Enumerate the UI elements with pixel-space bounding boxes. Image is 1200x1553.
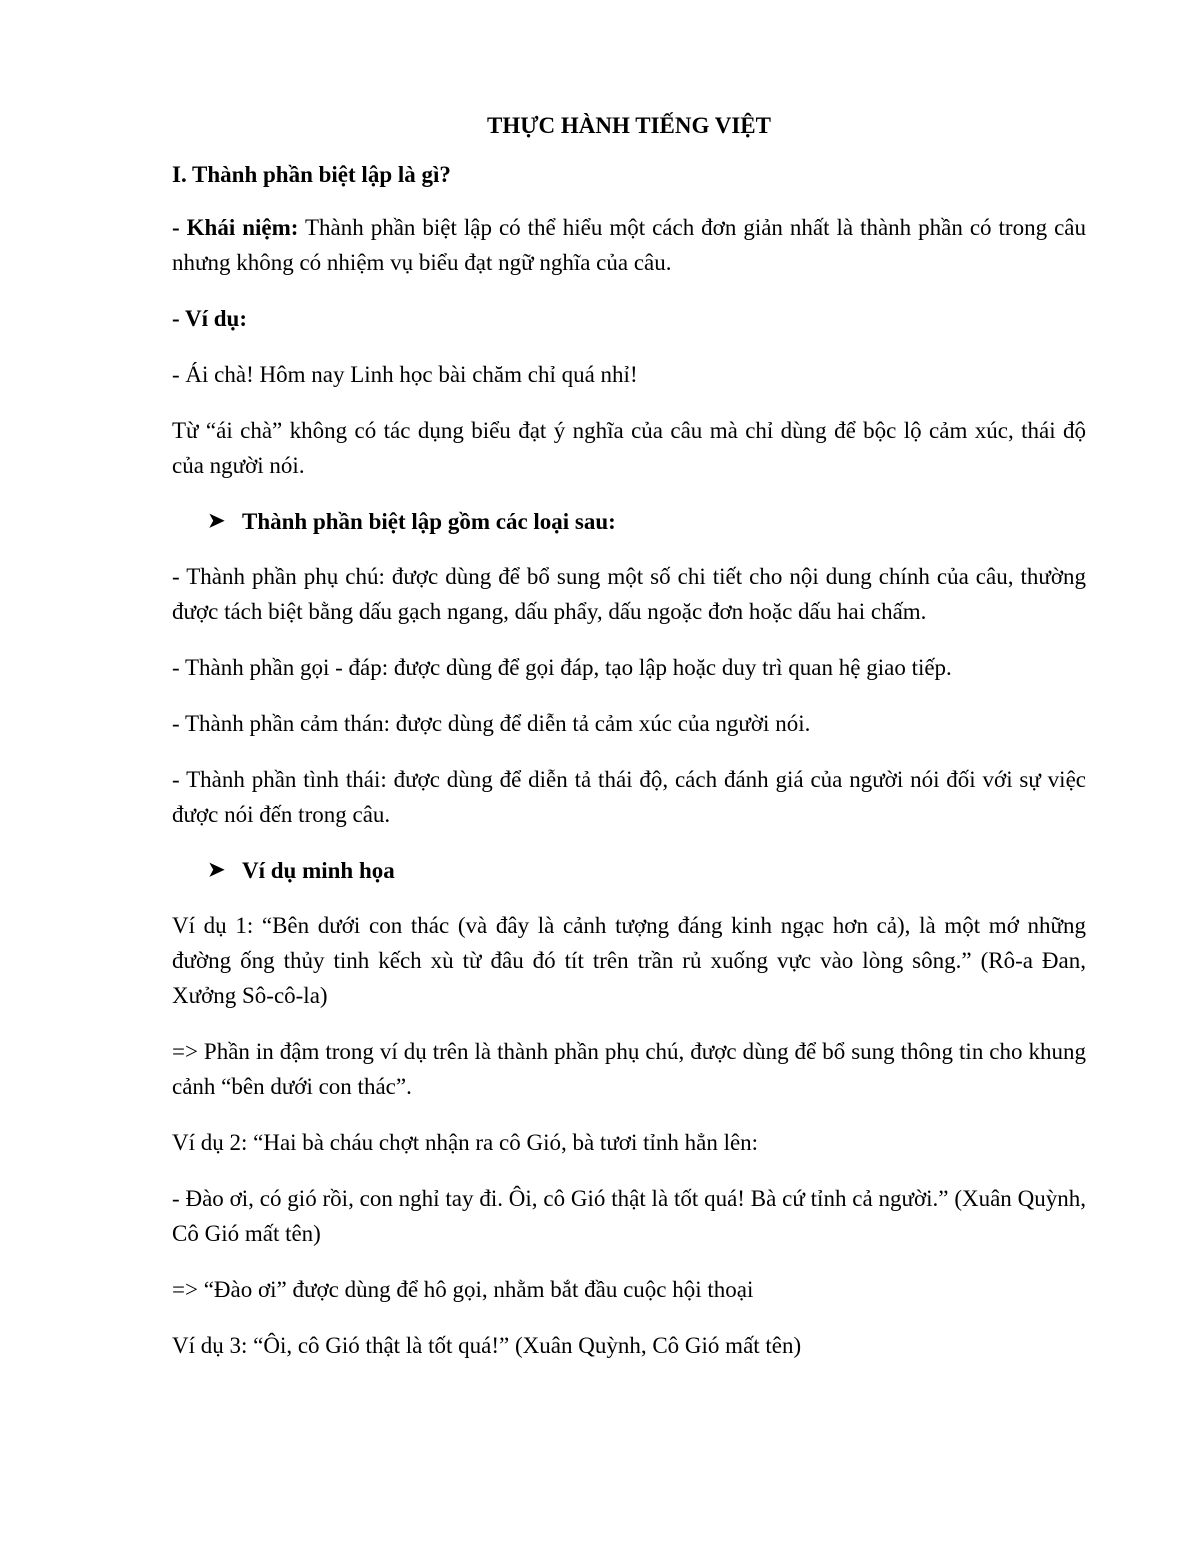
section-heading-1: I. Thành phần biệt lập là gì? — [172, 162, 451, 187]
type-item-cam-than: - Thành phần cảm thán: được dùng để diễn tả cảm xúc của người nói. — [172, 711, 811, 736]
example-2: Ví dụ 2: “Hai bà cháu chợt nhận ra cô Gió, bà tươi tỉnh hẳn lên: — [172, 1130, 759, 1155]
arrow-bullet-icon: ➤ — [208, 859, 225, 881]
example-1-note: => Phần in đậm trong ví dụ trên là thành phần phụ chú, được dùng để bổ sung thông tin cho khung cảnh “bên dưới con thác”. — [172, 1039, 1086, 1099]
concept-text: Thành phần biệt lập có thể hiểu một cách đơn giản nhất là thành phần có trong câu nhưng không có nhiệm vụ biểu đạt ngữ nghĩa của câu. — [172, 215, 1086, 275]
arrow-bullet-icon: ➤ — [208, 510, 225, 532]
example-explanation: Từ “ái chà” không có tác dụng biểu đạt ý nghĩa của câu mà chỉ dùng để bộc lộ cảm xúc, thái độ của người nói. — [172, 418, 1086, 478]
types-heading-text: Thành phần biệt lập gồm các loại sau: — [242, 509, 616, 534]
type-item-goi-dap: - Thành phần gọi - đáp: được dùng để gọi đáp, tạo lập hoặc duy trì quan hệ giao tiếp. — [172, 655, 952, 680]
type-item-tinh-thai: - Thành phần tình thái: được dùng để diễn tả thái độ, cách đánh giá của người nói đối với sự việc được nói đến trong câu. — [172, 767, 1086, 827]
example-2-quote: - Đào ơi, có gió rồi, con nghỉ tay đi. Ôi, cô Gió thật là tốt quá! Bà cứ tỉnh cả người.” (Xuân Quỳnh, Cô Gió mất tên) — [172, 1186, 1086, 1246]
example-2-note: => “Đào ơi” được dùng để hô gọi, nhằm bắt đầu cuộc hội thoại — [172, 1277, 754, 1302]
concept-paragraph — [172, 210, 1086, 280]
example-label: - Ví dụ: — [172, 306, 247, 331]
example-3: Ví dụ 3: “Ôi, cô Gió thật là tốt quá!” (Xuân Quỳnh, Cô Gió mất tên) — [172, 1333, 802, 1358]
document-title: THỰC HÀNH TIẾNG VIỆT — [487, 113, 771, 138]
example-sentence: - Ái chà! Hôm nay Linh học bài chăm chỉ quá nhỉ! — [172, 362, 638, 387]
examples-heading-text: Ví dụ minh họa — [242, 858, 395, 883]
document-page — [172, 108, 1086, 1384]
type-item-phu-chu: - Thành phần phụ chú: được dùng để bổ sung một số chi tiết cho nội dung chính của câu, thường được tách biệt bằng dấu gạch ngang, dấu phẩy, dấu ngoặc đơn hoặc dấu hai chấm. — [172, 564, 1086, 624]
types-heading — [208, 504, 1086, 539]
concept-label: - Khái niệm: — [172, 215, 299, 240]
examples-heading — [208, 853, 1086, 888]
example-1: Ví dụ 1: “Bên dưới con thác (và đây là cảnh tượng đáng kinh ngạc hơn cả), là một mớ những đường ống thủy tinh kếch xù từ đâu đó tít trên trần rủ xuống vực vào lòng sông.” (Rô-a Đan, Xưởng Sô-cô-la) — [172, 913, 1086, 1008]
